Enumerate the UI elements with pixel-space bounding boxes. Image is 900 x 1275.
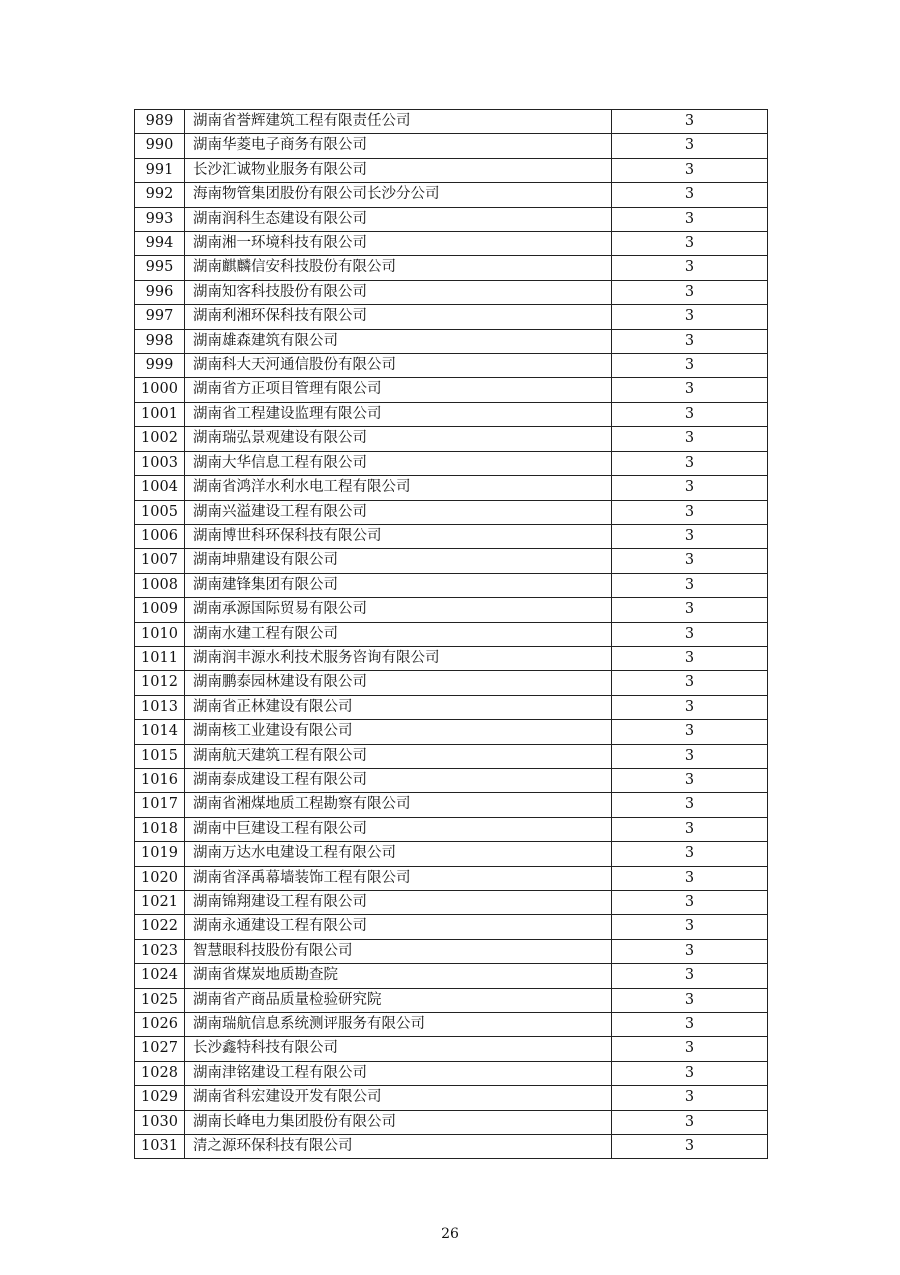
value-cell: 3: [612, 427, 768, 451]
company-name-cell: 湖南知客科技股份有限公司: [185, 280, 612, 304]
row-number-cell: 1010: [135, 622, 185, 646]
row-number-cell: 997: [135, 305, 185, 329]
value-cell: 3: [612, 939, 768, 963]
company-name-cell: 湖南省鸿洋水利水电工程有限公司: [185, 476, 612, 500]
value-cell: 3: [612, 842, 768, 866]
company-name-cell: 湖南瑞弘景观建设有限公司: [185, 427, 612, 451]
row-number-cell: 1007: [135, 549, 185, 573]
row-number-cell: 1006: [135, 524, 185, 548]
row-number-cell: 996: [135, 280, 185, 304]
row-number-cell: 1001: [135, 402, 185, 426]
row-number-cell: 1025: [135, 988, 185, 1012]
table-row: [135, 695, 768, 719]
row-number-cell: 1017: [135, 793, 185, 817]
value-cell: 3: [612, 354, 768, 378]
table-row: [135, 1110, 768, 1134]
value-cell: 3: [612, 915, 768, 939]
company-name-cell: 海南物管集团股份有限公司长沙分公司: [185, 183, 612, 207]
value-cell: 3: [612, 622, 768, 646]
table-row: [135, 768, 768, 792]
table-row: [135, 354, 768, 378]
table-row: [135, 988, 768, 1012]
row-number-cell: 1018: [135, 817, 185, 841]
company-name-cell: 湖南航天建筑工程有限公司: [185, 744, 612, 768]
value-cell: 3: [612, 964, 768, 988]
table-row: [135, 598, 768, 622]
row-number-cell: 1009: [135, 598, 185, 622]
company-name-cell: 湖南长峰电力集团股份有限公司: [185, 1110, 612, 1134]
company-name-cell: 湖南永通建设工程有限公司: [185, 915, 612, 939]
company-name-cell: 湖南省湘煤地质工程勘察有限公司: [185, 793, 612, 817]
company-name-cell: 湖南雄森建筑有限公司: [185, 329, 612, 353]
row-number-cell: 1008: [135, 573, 185, 597]
company-name-cell: 湖南省产商品质量检验研究院: [185, 988, 612, 1012]
table-row: [135, 573, 768, 597]
value-cell: 3: [612, 695, 768, 719]
value-cell: 3: [612, 110, 768, 134]
row-number-cell: 1029: [135, 1086, 185, 1110]
value-cell: 3: [612, 793, 768, 817]
table-row: [135, 427, 768, 451]
value-cell: 3: [612, 744, 768, 768]
value-cell: 3: [612, 1037, 768, 1061]
value-cell: 3: [612, 451, 768, 475]
company-name-cell: 湖南省工程建设监理有限公司: [185, 402, 612, 426]
value-cell: 3: [612, 1086, 768, 1110]
value-cell: 3: [612, 1135, 768, 1159]
value-cell: 3: [612, 476, 768, 500]
value-cell: 3: [612, 549, 768, 573]
row-number-cell: 1021: [135, 891, 185, 915]
company-name-cell: 湖南利湘环保科技有限公司: [185, 305, 612, 329]
company-name-cell: 湖南省煤炭地质勘查院: [185, 964, 612, 988]
table-row: [135, 939, 768, 963]
value-cell: 3: [612, 207, 768, 231]
row-number-cell: 1026: [135, 1013, 185, 1037]
company-name-cell: 湖南锦翔建设工程有限公司: [185, 891, 612, 915]
table-row: [135, 842, 768, 866]
row-number-cell: 992: [135, 183, 185, 207]
table-row: [135, 524, 768, 548]
value-cell: 3: [612, 1061, 768, 1085]
table-row: [135, 817, 768, 841]
row-number-cell: 990: [135, 134, 185, 158]
table-row: [135, 891, 768, 915]
row-number-cell: 1013: [135, 695, 185, 719]
table-row: [135, 402, 768, 426]
row-number-cell: 1019: [135, 842, 185, 866]
value-cell: 3: [612, 988, 768, 1012]
value-cell: 3: [612, 646, 768, 670]
row-number-cell: 1028: [135, 1061, 185, 1085]
table-row: [135, 964, 768, 988]
value-cell: 3: [612, 866, 768, 890]
company-name-cell: 湖南麒麟信安科技股份有限公司: [185, 256, 612, 280]
table-row: [135, 793, 768, 817]
row-number-cell: 998: [135, 329, 185, 353]
value-cell: 3: [612, 524, 768, 548]
value-cell: 3: [612, 256, 768, 280]
company-name-cell: 长沙汇诚物业服务有限公司: [185, 158, 612, 182]
table-row: [135, 622, 768, 646]
table-row: [135, 646, 768, 670]
row-number-cell: 1012: [135, 671, 185, 695]
value-cell: 3: [612, 134, 768, 158]
company-name-cell: 湖南华菱电子商务有限公司: [185, 134, 612, 158]
company-name-cell: 湖南泰成建设工程有限公司: [185, 768, 612, 792]
row-number-cell: 994: [135, 232, 185, 256]
table-row: [135, 671, 768, 695]
company-name-cell: 湖南湘一环境科技有限公司: [185, 232, 612, 256]
row-number-cell: 1030: [135, 1110, 185, 1134]
page-number: 26: [441, 1226, 459, 1242]
value-cell: 3: [612, 158, 768, 182]
row-number-cell: 1015: [135, 744, 185, 768]
table-row: [135, 134, 768, 158]
company-name-cell: 湖南科大天河通信股份有限公司: [185, 354, 612, 378]
value-cell: 3: [612, 232, 768, 256]
value-cell: 3: [612, 1013, 768, 1037]
row-number-cell: 1003: [135, 451, 185, 475]
company-name-cell: 清之源环保科技有限公司: [185, 1135, 612, 1159]
value-cell: 3: [612, 671, 768, 695]
table-row: [135, 451, 768, 475]
row-number-cell: 1011: [135, 646, 185, 670]
company-name-cell: 湖南中巨建设工程有限公司: [185, 817, 612, 841]
table-row: [135, 1037, 768, 1061]
table-row: [135, 1135, 768, 1159]
company-name-cell: 湖南核工业建设有限公司: [185, 720, 612, 744]
value-cell: 3: [612, 402, 768, 426]
row-number-cell: 1005: [135, 500, 185, 524]
value-cell: 3: [612, 598, 768, 622]
table-row: [135, 305, 768, 329]
value-cell: 3: [612, 817, 768, 841]
value-cell: 3: [612, 183, 768, 207]
row-number-cell: 1022: [135, 915, 185, 939]
company-table: [134, 109, 768, 1159]
company-name-cell: 湖南博世科环保科技有限公司: [185, 524, 612, 548]
company-name-cell: 长沙鑫特科技有限公司: [185, 1037, 612, 1061]
company-name-cell: 湖南承源国际贸易有限公司: [185, 598, 612, 622]
row-number-cell: 993: [135, 207, 185, 231]
table-row: [135, 915, 768, 939]
company-name-cell: 湖南鹏泰园林建设有限公司: [185, 671, 612, 695]
row-number-cell: 1020: [135, 866, 185, 890]
value-cell: 3: [612, 573, 768, 597]
company-name-cell: 湖南瑞航信息系统测评服务有限公司: [185, 1013, 612, 1037]
table-row: [135, 183, 768, 207]
row-number-cell: 1016: [135, 768, 185, 792]
table-row: [135, 110, 768, 134]
table-row: [135, 158, 768, 182]
row-number-cell: 1031: [135, 1135, 185, 1159]
company-name-cell: 湖南水建工程有限公司: [185, 622, 612, 646]
company-name-cell: 湖南省方正项目管理有限公司: [185, 378, 612, 402]
company-name-cell: 湖南省誉辉建筑工程有限责任公司: [185, 110, 612, 134]
table-row: [135, 207, 768, 231]
table-row: [135, 476, 768, 500]
table-row: [135, 1013, 768, 1037]
row-number-cell: 999: [135, 354, 185, 378]
value-cell: 3: [612, 500, 768, 524]
table-row: [135, 329, 768, 353]
table-row: [135, 720, 768, 744]
row-number-cell: 995: [135, 256, 185, 280]
value-cell: 3: [612, 305, 768, 329]
company-name-cell: 湖南万达水电建设工程有限公司: [185, 842, 612, 866]
company-name-cell: 湖南坤鼎建设有限公司: [185, 549, 612, 573]
company-name-cell: 湖南兴溢建设工程有限公司: [185, 500, 612, 524]
row-number-cell: 1023: [135, 939, 185, 963]
row-number-cell: 1014: [135, 720, 185, 744]
value-cell: 3: [612, 1110, 768, 1134]
value-cell: 3: [612, 891, 768, 915]
company-name-cell: 湖南省泽禹幕墙装饰工程有限公司: [185, 866, 612, 890]
value-cell: 3: [612, 768, 768, 792]
value-cell: 3: [612, 280, 768, 304]
row-number-cell: 1000: [135, 378, 185, 402]
company-name-cell: 湖南润科生态建设有限公司: [185, 207, 612, 231]
company-name-cell: 湖南省正林建设有限公司: [185, 695, 612, 719]
row-number-cell: 1002: [135, 427, 185, 451]
value-cell: 3: [612, 378, 768, 402]
table-row: [135, 1061, 768, 1085]
company-name-cell: 湖南津铭建设工程有限公司: [185, 1061, 612, 1085]
company-name-cell: 智慧眼科技股份有限公司: [185, 939, 612, 963]
company-name-cell: 湖南大华信息工程有限公司: [185, 451, 612, 475]
row-number-cell: 1004: [135, 476, 185, 500]
row-number-cell: 991: [135, 158, 185, 182]
value-cell: 3: [612, 329, 768, 353]
table-row: [135, 744, 768, 768]
table-row: [135, 1086, 768, 1110]
table-row: [135, 866, 768, 890]
company-name-cell: 湖南建锋集团有限公司: [185, 573, 612, 597]
table-row: [135, 549, 768, 573]
table-row: [135, 232, 768, 256]
table-row: [135, 378, 768, 402]
row-number-cell: 1027: [135, 1037, 185, 1061]
table-row: [135, 280, 768, 304]
row-number-cell: 989: [135, 110, 185, 134]
company-name-cell: 湖南润丰源水利技术服务咨询有限公司: [185, 646, 612, 670]
table-row: [135, 500, 768, 524]
table-row: [135, 256, 768, 280]
company-table-body: [135, 110, 768, 1159]
company-name-cell: 湖南省科宏建设开发有限公司: [185, 1086, 612, 1110]
row-number-cell: 1024: [135, 964, 185, 988]
value-cell: 3: [612, 720, 768, 744]
